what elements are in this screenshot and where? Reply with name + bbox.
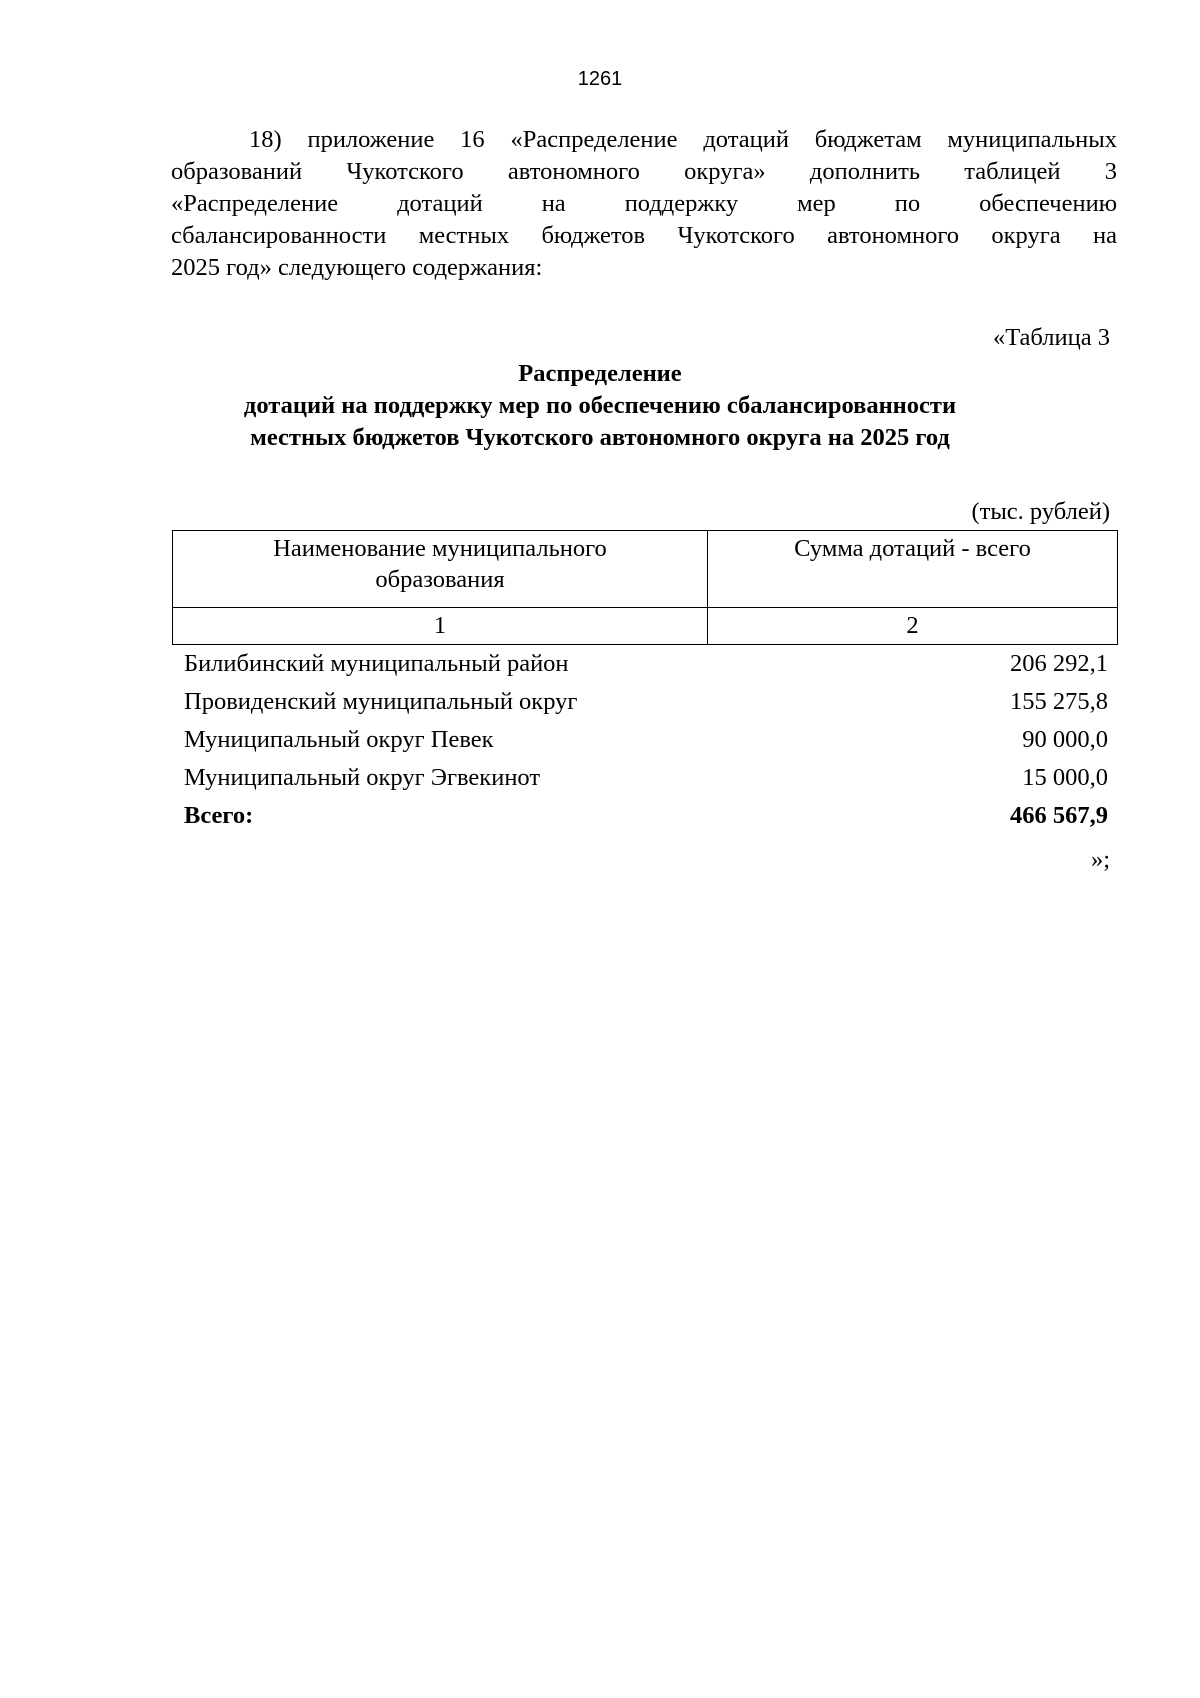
paragraph-line: «Распределение дотаций на поддержку мер по обеспечению	[171, 190, 1117, 217]
row-value: 155 275,8	[1010, 688, 1108, 715]
total-row	[184, 800, 1108, 838]
title-line: Распределение	[518, 360, 682, 387]
column-number: 2	[708, 608, 1118, 645]
row-value: 206 292,1	[1010, 650, 1108, 677]
column-header-name	[173, 531, 708, 608]
table-row	[184, 686, 1108, 724]
units-label: (тыс. рублей)	[971, 498, 1110, 525]
paragraph-line: 2025 год» следующего содержания:	[171, 254, 543, 281]
total-value: 466 567,9	[1010, 802, 1108, 829]
paragraph-line: образований Чукотского автономного округа» дополнить таблицей 3	[171, 158, 1117, 185]
row-name: Муниципальный округ Певек	[184, 726, 494, 753]
row-value: 15 000,0	[1022, 764, 1108, 791]
table-row	[184, 762, 1108, 800]
amendment-paragraph	[171, 124, 1117, 284]
row-name: Муниципальный округ Эгвекинот	[184, 764, 541, 791]
page-number: 1261	[577, 68, 623, 90]
column-header-sum: Сумма дотаций - всего	[708, 531, 1118, 608]
table-row	[184, 648, 1108, 686]
paragraph-line: 18) приложение 16 «Распределение дотаций бюджетам муниципальных	[249, 126, 1117, 153]
title-line: дотаций на поддержку мер по обеспечению сбалансированности	[243, 392, 957, 419]
row-name: Провиденский муниципальный округ	[184, 688, 578, 715]
row-value: 90 000,0	[1022, 726, 1108, 753]
paragraph-line: сбалансированности местных бюджетов Чукотского автономного округа на	[171, 222, 1117, 249]
total-label: Всего:	[184, 802, 254, 829]
table-body	[184, 648, 1108, 838]
row-name: Билибинский муниципальный район	[184, 650, 569, 677]
table-reference: «Таблица 3	[992, 324, 1110, 351]
closing-quote: »;	[1090, 846, 1110, 873]
column-header-name-text: Наименование муниципального образования	[273, 535, 607, 593]
column-number: 1	[173, 608, 708, 645]
table-title	[0, 358, 1200, 454]
table-header	[172, 530, 1118, 645]
table-row	[184, 724, 1108, 762]
title-line: местных бюджетов Чукотского автономного округа на 2025 год	[250, 424, 950, 451]
